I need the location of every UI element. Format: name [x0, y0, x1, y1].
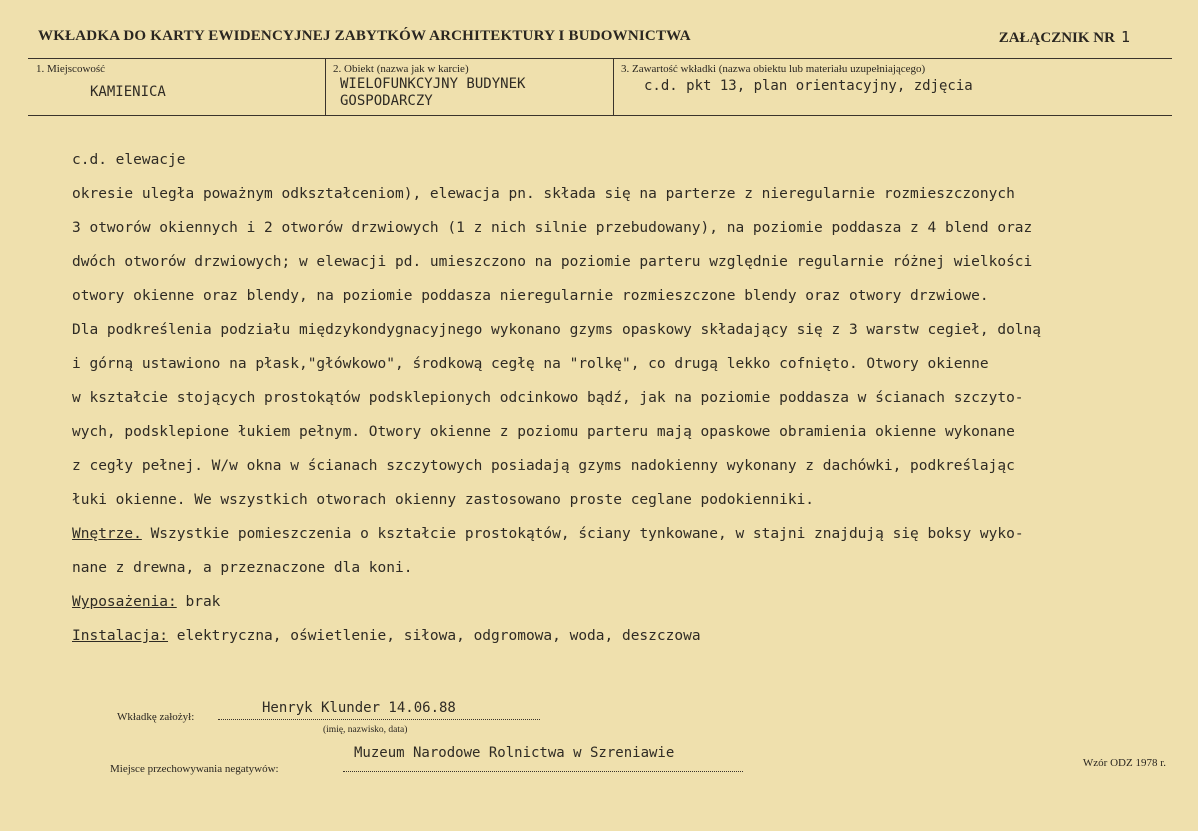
- column-divider: [325, 58, 326, 115]
- installations-line: [72, 619, 1041, 653]
- text-line: nane z drewna, a przeznaczone dla koni.: [72, 560, 413, 576]
- interior-heading: Wnętrze.: [72, 526, 142, 542]
- table-top-rule: [28, 58, 1172, 59]
- content-value: c.d. pkt 13, plan orientacyjny, zdjęcia: [644, 78, 973, 94]
- text-line: w kształcie stojących prostokątów podsklepionych odcinkowo bądź, jak na poziomie poddasza w ścianach szczyto-: [72, 390, 1024, 406]
- storage-dotted-line: [343, 771, 743, 772]
- attachment-number: [999, 28, 1130, 47]
- text-line: wych, podsklepione łukiem pełnym. Otwory okienne z poziomu parteru mają opaskowe obramienia okienne wykonane: [72, 424, 1015, 440]
- text-line: otwory okienne oraz blendy, na poziomie poddasza nieregularnie rozmieszczone blendy oraz otwory drzwiowe.: [72, 288, 989, 304]
- equipment-value: brak: [176, 594, 221, 610]
- storage-label: Miejsce przechowywania negatywów:: [110, 763, 279, 775]
- description-body: [72, 143, 1041, 653]
- text-line: i górną ustawiono na płask,"główkowo", środkową cegłę na "rolkę", co drugą lekko cofnięto. Otwory okienne: [72, 356, 989, 372]
- interior-line: [72, 517, 1041, 551]
- content-label: 3. Zawartość wkładki (nazwa obiektu lub materiału uzupełniającego): [621, 63, 926, 75]
- author-value: Henryk Klunder 14.06.88: [262, 700, 456, 716]
- attachment-number-value: 1: [1120, 28, 1130, 46]
- text-line: z cegły pełnej. W/w okna w ścianach szczytowych posiadają gzyms nadokienny wykonany z dachówki, podkreślając: [72, 458, 1015, 474]
- form-code: Wzór ODZ 1978 r.: [1082, 757, 1166, 769]
- author-label: Wkładkę założył:: [117, 711, 195, 723]
- object-value: WIELOFUNKCYJNY BUDYNEK GOSPODARCZY: [340, 76, 526, 109]
- text-line: okresie uległa poważnym odkształceniom), elewacja pn. składa się na parterze z nieregularnie rozmieszczonych: [72, 186, 1015, 202]
- text-line: Dla podkreślenia podziału międzykondygnacyjnego wykonano gzyms opaskowy składający się z 3 warstw cegieł, dolną: [72, 322, 1042, 338]
- object-label: 2. Obiekt (nazwa jak w karcie): [333, 63, 469, 75]
- text-line: 3 otworów okiennych i 2 otworów drzwiowych (1 z nich silnie przebudowany), na poziomie poddasza z 4 blend oraz: [72, 220, 1033, 236]
- column-divider: [613, 58, 614, 115]
- storage-value: Muzeum Narodowe Rolnictwa w Szreniawie: [354, 745, 675, 761]
- interior-text: Wszystkie pomieszczenia o kształcie prostokątów, ściany tynkowane, w stajni znajdują się boksy wyko-: [141, 526, 1024, 542]
- equipment-line: [72, 585, 1041, 619]
- table-bottom-rule: [28, 115, 1172, 116]
- author-hint: (imię, nazwisko, data): [323, 725, 408, 735]
- form-title: WKŁADKA DO KARTY EWIDENCYJNEJ ZABYTKÓW ARCHITEKTURY I BUDOWNICTWA: [38, 28, 691, 44]
- locality-value: KAMIENICA: [90, 84, 166, 100]
- installations-heading: Instalacja:: [72, 628, 169, 644]
- author-dotted-line: [218, 719, 540, 720]
- text-line: łuki okienne. We wszystkich otworach okienny zastosowano proste ceglane podokienniki.: [72, 492, 815, 508]
- text-line: dwóch otworów drzwiowych; w elewacji pd. umieszczono na poziomie parteru względnie regularnie różnej wielkości: [72, 254, 1033, 270]
- installations-value: elektryczna, oświetlenie, siłowa, odgromowa, woda, deszczowa: [168, 628, 701, 644]
- locality-label: 1. Miejscowość: [36, 63, 106, 75]
- attachment-label: ZAŁĄCZNIK NR: [998, 30, 1115, 46]
- equipment-heading: Wyposażenia:: [72, 594, 177, 610]
- continuation-heading: c.d. elewacje: [72, 152, 186, 168]
